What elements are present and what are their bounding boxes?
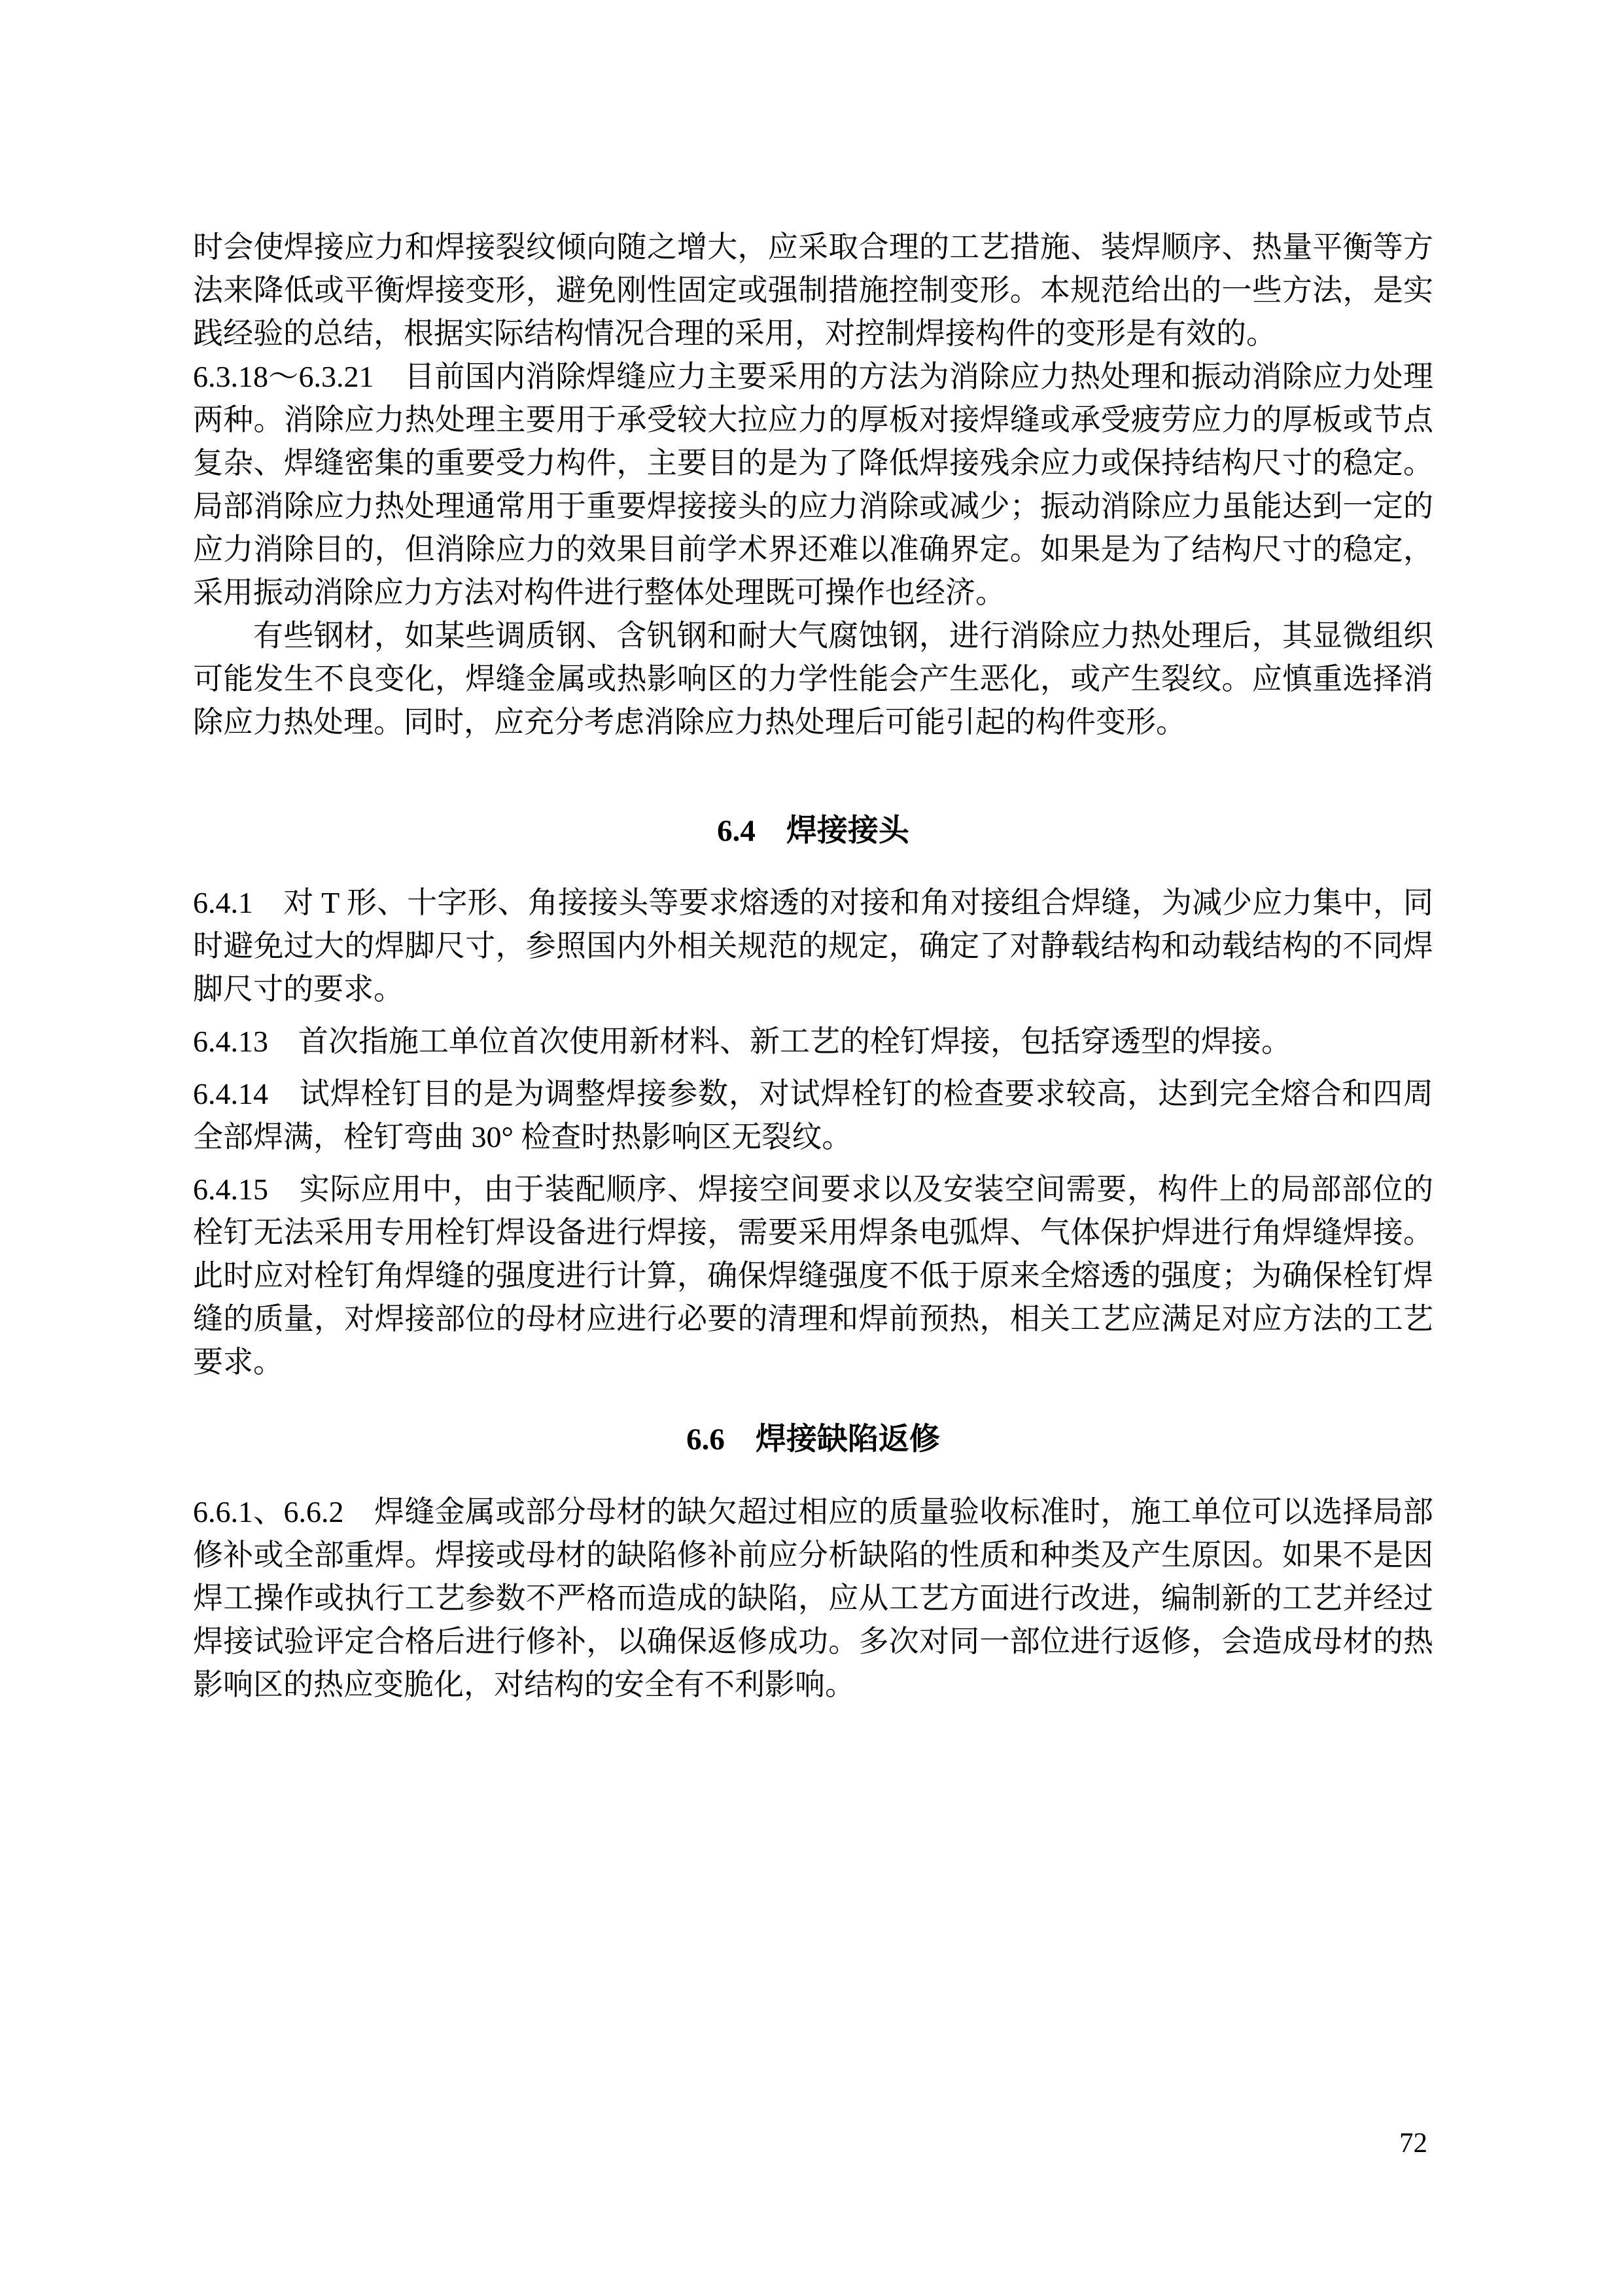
clause-6-4-15-commentary: 6.4.15 实际应用中，由于装配顺序、焊接空间要求以及安装空间需要，构件上的局部部位的栓钉无法采用专用栓钉焊设备进行焊接，需要采用焊条电弧焊、气体保护焊进行角焊缝焊接。此时应对栓钉角焊缝的强度进行计算，确保焊缝强度不低于原来全熔透的强度；为确保栓钉焊缝的质量，对焊接部位的母材应进行必要的清理和焊前预热，相关工艺应满足对应方法的工艺要求。 [193,1173,1433,1379]
paragraph-weld-deformation-control: 时会使焊接应力和焊接裂纹倾向随之增大，应采取合理的工艺措施、装焊顺序、热量平衡等方法来降低或平衡焊接变形，避免刚性固定或强制措施控制变形。本规范给出的一些方法，是实践经验的总结，根据实际结构情况合理的采用，对控制焊接构件的变形是有效的。 [193,230,1433,350]
section-heading-6-4-welded-joints: 6.4 焊接接头 [717,814,909,848]
section-heading-6-6-weld-defect-repair: 6.6 焊接缺陷返修 [686,1422,940,1457]
clause-6-4-14-commentary: 6.4.14 试焊栓钉目的是为调整焊接参数，对试焊栓钉的检查要求较高，达到完全熔合和四周全部焊满，栓钉弯曲 30° 检查时热影响区无裂纹。 [193,1077,1433,1154]
page-number: 72 [1399,2128,1427,2159]
document-body [193,226,1433,1706]
clause-6-4-1-commentary: 6.4.1 对 T 形、十字形、角接接头等要求熔透的对接和角对接组合焊缝，为减少应力集中，同时避免过大的焊脚尺寸，参照国内外相关规范的规定，确定了对静载结构和动载结构的不同焊脚尺寸的要求。 [193,886,1433,1006]
paragraph-steel-stress-relief-caution: 有些钢材，如某些调质钢、含钒钢和耐大气腐蚀钢，进行消除应力热处理后，其显微组织可能发生不良变化，焊缝金属或热影响区的力学性能会产生恶化，或产生裂纹。应慎重选择消除应力热处理。同时，应充分考虑消除应力热处理后可能引起的构件变形。 [193,619,1433,739]
clause-6-3-18-to-6-3-21-commentary: 6.3.18～6.3.21 目前国内消除焊缝应力主要采用的方法为消除应力热处理和振动消除应力处理两种。消除应力热处理主要用于承受较大拉应力的厚板对接焊缝或承受疲劳应力的厚板或节点复杂、焊缝密集的重要受力构件，主要目的是为了降低焊接残余应力或保持结构尺寸的稳定。局部消除应力热处理通常用于重要焊接接头的应力消除或减少；振动消除应力虽能达到一定的应力消除目的，但消除应力的效果目前学术界还难以准确界定。如果是为了结构尺寸的稳定，采用振动消除应力方法对构件进行整体处理既可操作也经济。 [193,360,1433,609]
clause-6-6-1-6-6-2-commentary: 6.6.1、6.6.2 焊缝金属或部分母材的缺欠超过相应的质量验收标准时，施工单位可以选择局部修补或全部重焊。焊接或母材的缺陷修补前应分析缺陷的性质和种类及产生原因。如果不是因焊工操作或执行工艺参数不严格而造成的缺陷，应从工艺方面进行改进，编制新的工艺并经过焊接试验评定合格后进行修补，以确保返修成功。多次对同一部位进行返修，会造成母材的热影响区的热应变脆化，对结构的安全有不利影响。 [193,1495,1433,1701]
clause-6-4-13-commentary: 6.4.13 首次指施工单位首次使用新材料、新工艺的栓钉焊接，包括穿透型的焊接。 [193,1025,1291,1058]
